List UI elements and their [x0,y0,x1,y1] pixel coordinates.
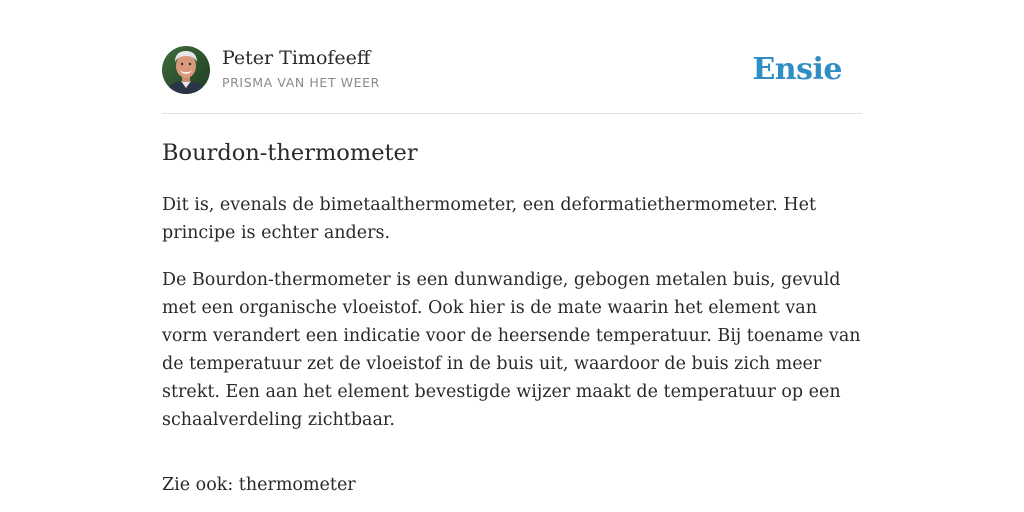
brand-logo-link[interactable]: Ensie [752,52,842,87]
author-name[interactable]: Peter Timofeeff [222,47,371,69]
entry-title: Bourdon-thermometer [162,140,418,166]
entry-header [162,46,862,114]
author-portrait-icon [162,46,210,94]
entry-paragraph: De Bourdon-thermometer is een dunwandige, gebogen metalen buis, gevuld met een organische vloeistof. Ook hier is de mate waarin het element van vorm verandert een indicatie voor de heersende temperatuur. Bij toename van de temperatuur zet de vloeistof in de buis uit, waardoor de buis zich meer strekt. Een aan het element bevestigde wijzer maakt de temperatuur op een schaalverdeling zichtbaar. [162,270,861,430]
entry-paragraph: Dit is, evenals de bimetaalthermometer, een deformatiethermometer. Het principe is echter anders. [162,195,817,243]
author-source[interactable]: PRISMA VAN HET WEER [222,75,380,90]
entry-card [162,46,862,495]
entry-body [162,191,862,499]
see-also-text: Zie ook: thermometer [162,475,356,495]
author-avatar[interactable] [162,46,210,94]
